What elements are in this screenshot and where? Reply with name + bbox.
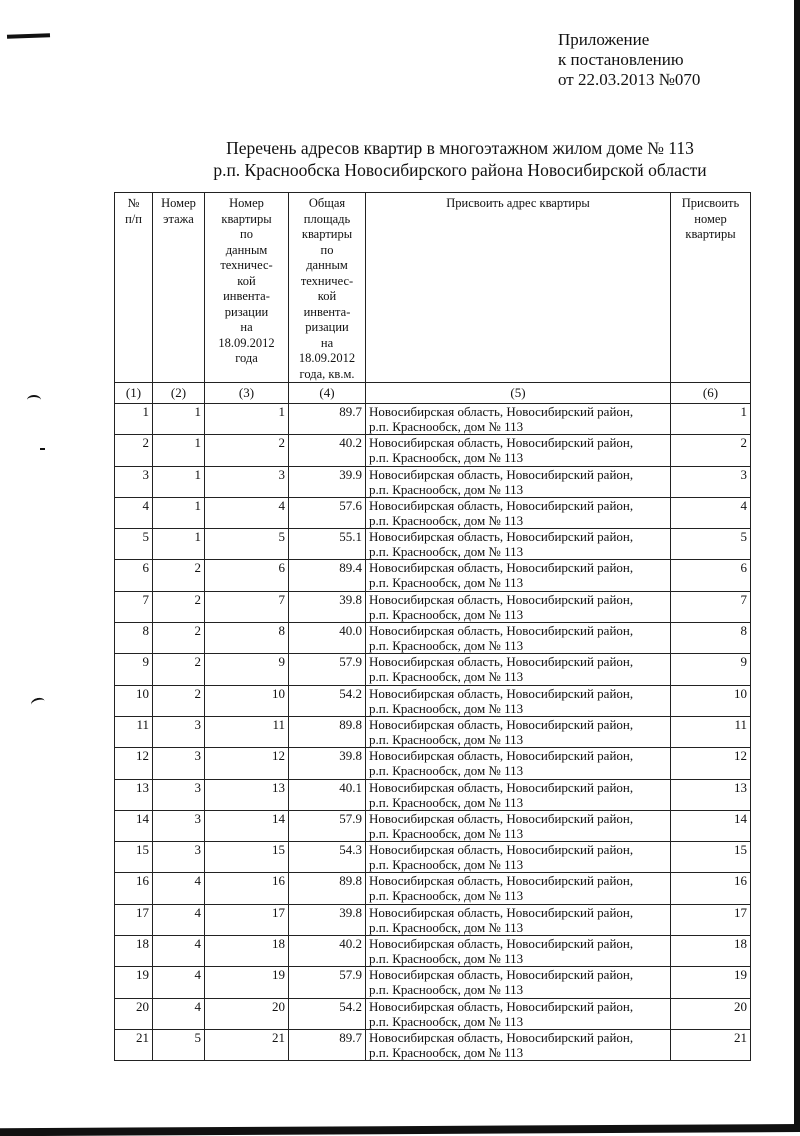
address-line: р.п. Краснообск, дом № 113: [369, 544, 524, 560]
header-line: этажа: [163, 211, 194, 226]
table-row: [115, 623, 751, 654]
floor-number: 2: [153, 654, 205, 685]
header-line: на: [240, 320, 253, 334]
address-line: р.п. Краснообск, дом № 113: [369, 888, 524, 904]
address-line: р.п. Краснообск, дом № 113: [369, 951, 524, 967]
assigned-address: [366, 685, 671, 716]
floor-number: 1: [153, 497, 205, 528]
assigned-apartment-number: 16: [671, 873, 751, 904]
floor-number: 3: [153, 716, 205, 747]
row-number: 20: [115, 998, 153, 1029]
column-index: (1): [115, 383, 153, 404]
table-row: [115, 1029, 751, 1060]
apartment-number: 19: [205, 967, 289, 998]
table-row: [115, 904, 751, 935]
assigned-apartment-number: 12: [671, 748, 751, 779]
header-line: кой: [317, 289, 337, 303]
document-title: [150, 137, 770, 181]
header-line: кой: [237, 273, 256, 288]
annex-line-3: от 22.03.2013 №070: [558, 70, 701, 89]
apartment-number: 10: [205, 685, 289, 716]
floor-number: 3: [153, 779, 205, 810]
header-line: Присвоить: [681, 196, 740, 210]
header-line: п/п: [125, 211, 142, 226]
total-area: 57.9: [289, 967, 366, 998]
assigned-address: [366, 967, 671, 998]
apartment-number: 17: [205, 904, 289, 935]
floor-number: 3: [153, 810, 205, 841]
assigned-address: [366, 748, 671, 779]
assigned-apartment-number: 4: [671, 497, 751, 528]
address-line: Новосибирская область, Новосибирский район,: [369, 591, 634, 607]
row-number: 12: [115, 748, 153, 779]
assigned-apartment-number: 17: [671, 904, 751, 935]
floor-number: 4: [153, 967, 205, 998]
address-line: Новосибирская область, Новосибирский район,: [369, 779, 634, 795]
address-line: р.п. Краснообск, дом № 113: [369, 982, 524, 998]
floor-number: 1: [153, 529, 205, 560]
assigned-apartment-number: 14: [671, 810, 751, 841]
address-line: р.п. Краснообск, дом № 113: [369, 825, 524, 841]
assigned-address: [366, 560, 671, 591]
scan-artifact-mark: [30, 696, 46, 709]
total-area: 40.2: [289, 435, 366, 466]
apartment-number: 21: [205, 1029, 289, 1060]
header-line: техничес-: [300, 273, 354, 288]
header-line: Присвоить адрес квартиры: [446, 196, 590, 210]
floor-number: 1: [153, 404, 205, 435]
floor-number: 4: [153, 998, 205, 1029]
row-number: 9: [115, 654, 153, 685]
total-area: 89.7: [289, 1029, 366, 1060]
assigned-apartment-number: 1: [671, 404, 751, 435]
header-line: ризации: [305, 320, 349, 334]
column-index: (5): [366, 383, 671, 404]
header-line: года, кв.м.: [299, 366, 355, 381]
assigned-apartment-number: 20: [671, 998, 751, 1029]
row-number: 1: [115, 404, 153, 435]
annex-line-1: Приложение: [558, 30, 650, 49]
apartment-number: 4: [205, 497, 289, 528]
address-line: р.п. Краснообск, дом № 113: [369, 419, 524, 434]
table-row: [115, 466, 751, 497]
header-line: 18.09.2012: [298, 351, 356, 365]
total-area: 54.2: [289, 998, 366, 1029]
address-line: Новосибирская область, Новосибирский район,: [369, 1029, 634, 1045]
total-area: 39.9: [289, 466, 366, 497]
header-assign-address: [366, 193, 671, 383]
apartment-number: 1: [205, 404, 289, 435]
total-area: 39.8: [289, 748, 366, 779]
address-line: Новосибирская область, Новосибирский район,: [369, 497, 634, 513]
header-line: Номер: [161, 196, 196, 210]
assigned-address: [366, 623, 671, 654]
total-area: 40.0: [289, 623, 366, 654]
assigned-apartment-number: 3: [671, 466, 751, 497]
header-line: №: [127, 196, 140, 210]
apartment-number: 3: [205, 466, 289, 497]
address-line: Новосибирская область, Новосибирский район,: [369, 842, 634, 858]
address-line: Новосибирская область, Новосибирский район,: [369, 967, 634, 983]
apartment-number: 18: [205, 936, 289, 967]
header-line: квартиры: [221, 211, 272, 226]
assigned-address: [366, 435, 671, 466]
title-line-2: р.п. Краснообска Новосибирского района Новосибирской области: [213, 160, 707, 180]
header-line: квартиры: [685, 227, 736, 241]
address-line: Новосибирская область, Новосибирский район,: [369, 936, 634, 952]
column-index: (4): [289, 383, 366, 404]
table-row: [115, 591, 751, 622]
assigned-address: [366, 404, 671, 435]
address-line: Новосибирская область, Новосибирский район,: [369, 529, 634, 545]
header-line: площадь: [303, 211, 351, 226]
address-line: Новосибирская область, Новосибирский район,: [369, 466, 634, 482]
assigned-apartment-number: 15: [671, 842, 751, 873]
table-row: [115, 748, 751, 779]
address-line: р.п. Краснообск, дом № 113: [369, 794, 524, 810]
apartment-number: 13: [205, 779, 289, 810]
address-line: Новосибирская область, Новосибирский район,: [369, 685, 634, 701]
floor-number: 2: [153, 623, 205, 654]
assigned-address: [366, 779, 671, 810]
floor-number: 3: [153, 748, 205, 779]
total-area: 89.7: [289, 404, 366, 435]
scan-artifact-line: [7, 33, 50, 38]
table-row: [115, 967, 751, 998]
floor-number: 1: [153, 435, 205, 466]
assigned-address: [366, 716, 671, 747]
address-line: р.п. Краснообск, дом № 113: [369, 575, 524, 591]
header-line: данным: [225, 242, 268, 257]
row-number: 7: [115, 591, 153, 622]
apartment-number: 9: [205, 654, 289, 685]
scan-artifact-mark: [27, 395, 41, 405]
row-number: 2: [115, 435, 153, 466]
column-index: (2): [153, 383, 205, 404]
row-number: 3: [115, 466, 153, 497]
table-row: [115, 654, 751, 685]
apartment-number: 11: [205, 716, 289, 747]
column-index: (6): [671, 383, 751, 404]
address-line: р.п. Краснообск, дом № 113: [369, 763, 524, 779]
address-line: р.п. Краснообск, дом № 113: [369, 450, 524, 466]
assigned-address: [366, 529, 671, 560]
assigned-apartment-number: 19: [671, 967, 751, 998]
header-line: по: [240, 227, 253, 241]
apartment-number: 12: [205, 748, 289, 779]
address-line: р.п. Краснообск, дом № 113: [369, 1013, 524, 1029]
table-row: [115, 873, 751, 904]
apartment-number: 7: [205, 591, 289, 622]
address-line: Новосибирская область, Новосибирский район,: [369, 716, 634, 732]
annex-line-2: к постановлению: [558, 50, 684, 69]
total-area: 55.1: [289, 529, 366, 560]
total-area: 57.9: [289, 654, 366, 685]
total-area: 54.2: [289, 685, 366, 716]
header-line: данным: [306, 258, 348, 272]
address-line: р.п. Краснообск, дом № 113: [369, 606, 524, 622]
table-row: [115, 404, 751, 435]
address-line: р.п. Краснообск, дом № 113: [369, 731, 524, 747]
address-line: р.п. Краснообск, дом № 113: [369, 857, 524, 873]
assigned-address: [366, 654, 671, 685]
apartment-address-table: [114, 192, 751, 1061]
header-line: квартиры: [301, 227, 353, 241]
address-line: р.п. Краснообск, дом № 113: [369, 919, 524, 935]
header-line: номер: [694, 211, 727, 226]
assigned-apartment-number: 10: [671, 685, 751, 716]
apartment-number: 16: [205, 873, 289, 904]
table-row: [115, 435, 751, 466]
address-line: Новосибирская область, Новосибирский район,: [369, 435, 634, 451]
table-row: [115, 497, 751, 528]
annex-note: [558, 30, 700, 90]
row-number: 10: [115, 685, 153, 716]
table-row: [115, 716, 751, 747]
address-line: Новосибирская область, Новосибирский район,: [369, 560, 634, 576]
header-floor-number: [153, 193, 205, 383]
header-apartment-number-inventory: [205, 193, 289, 383]
address-line: р.п. Краснообск, дом № 113: [369, 1044, 524, 1060]
total-area: 57.9: [289, 810, 366, 841]
title-line-1: Перечень адресов квартир в многоэтажном жилом доме № 113: [226, 138, 694, 158]
apartment-number: 20: [205, 998, 289, 1029]
assigned-apartment-number: 7: [671, 591, 751, 622]
header-line: 18.09.2012: [218, 335, 275, 350]
row-number: 17: [115, 904, 153, 935]
assigned-address: [366, 591, 671, 622]
row-number: 11: [115, 716, 153, 747]
address-line: р.п. Краснообск, дом № 113: [369, 638, 524, 654]
apartment-number: 15: [205, 842, 289, 873]
header-line: ризации: [224, 304, 269, 319]
address-line: р.п. Краснообск, дом № 113: [369, 481, 524, 497]
assigned-address: [366, 904, 671, 935]
row-number: 6: [115, 560, 153, 591]
address-line: р.п. Краснообск, дом № 113: [369, 512, 524, 528]
assigned-apartment-number: 18: [671, 936, 751, 967]
address-line: Новосибирская область, Новосибирский район,: [369, 873, 634, 889]
header-line: года: [235, 351, 258, 365]
assigned-apartment-number: 11: [671, 716, 751, 747]
assigned-apartment-number: 6: [671, 560, 751, 591]
floor-number: 4: [153, 936, 205, 967]
address-line: Новосибирская область, Новосибирский район,: [369, 404, 634, 419]
row-number: 19: [115, 967, 153, 998]
floor-number: 1: [153, 466, 205, 497]
assigned-address: [366, 936, 671, 967]
header-total-area: [289, 193, 366, 383]
row-number: 5: [115, 529, 153, 560]
assigned-apartment-number: 13: [671, 779, 751, 810]
total-area: 39.8: [289, 591, 366, 622]
assigned-address: [366, 873, 671, 904]
apartment-number: 6: [205, 560, 289, 591]
floor-number: 4: [153, 904, 205, 935]
apartment-number: 8: [205, 623, 289, 654]
address-line: Новосибирская область, Новосибирский район,: [369, 810, 634, 826]
row-number: 18: [115, 936, 153, 967]
total-area: 54.3: [289, 842, 366, 873]
assigned-apartment-number: 21: [671, 1029, 751, 1060]
row-number: 8: [115, 623, 153, 654]
apartment-number: 14: [205, 810, 289, 841]
address-line: Новосибирская область, Новосибирский район,: [369, 654, 634, 670]
address-line: Новосибирская область, Новосибирский район,: [369, 748, 634, 764]
header-assign-number: [671, 193, 751, 383]
header-line: на: [320, 335, 334, 350]
total-area: 40.2: [289, 936, 366, 967]
row-number: 13: [115, 779, 153, 810]
address-line: р.п. Краснообск, дом № 113: [369, 700, 524, 716]
row-number: 4: [115, 497, 153, 528]
table-row: [115, 842, 751, 873]
scan-edge-right: [794, 0, 800, 1132]
address-line: Новосибирская область, Новосибирский район,: [369, 904, 634, 920]
header-line: Общая: [308, 196, 346, 210]
floor-number: 2: [153, 685, 205, 716]
table-row: [115, 529, 751, 560]
table-header-row: [115, 193, 751, 383]
apartment-number: 5: [205, 529, 289, 560]
table-row: [115, 560, 751, 591]
total-area: 89.8: [289, 873, 366, 904]
table-row: [115, 936, 751, 967]
header-line: техничес-: [220, 258, 273, 272]
table-row: [115, 810, 751, 841]
header-line: по: [320, 242, 334, 257]
assigned-address: [366, 842, 671, 873]
row-number: 16: [115, 873, 153, 904]
scan-artifact-dot: [40, 448, 45, 450]
total-area: 57.6: [289, 497, 366, 528]
assigned-address: [366, 466, 671, 497]
header-line: Номер: [229, 196, 264, 210]
address-line: Новосибирская область, Новосибирский район,: [369, 998, 634, 1014]
floor-number: 2: [153, 591, 205, 622]
row-number: 21: [115, 1029, 153, 1060]
address-line: Новосибирская область, Новосибирский район,: [369, 623, 634, 639]
assigned-address: [366, 810, 671, 841]
floor-number: 4: [153, 873, 205, 904]
assigned-apartment-number: 5: [671, 529, 751, 560]
row-number: 14: [115, 810, 153, 841]
total-area: 89.8: [289, 716, 366, 747]
header-row-number: [115, 193, 153, 383]
total-area: 40.1: [289, 779, 366, 810]
assigned-address: [366, 1029, 671, 1060]
assigned-address: [366, 998, 671, 1029]
address-line: р.п. Краснообск, дом № 113: [369, 669, 524, 685]
total-area: 89.4: [289, 560, 366, 591]
row-number: 15: [115, 842, 153, 873]
assigned-apartment-number: 8: [671, 623, 751, 654]
header-line: инвента-: [303, 304, 351, 319]
total-area: 39.8: [289, 904, 366, 935]
table-row: [115, 998, 751, 1029]
floor-number: 3: [153, 842, 205, 873]
assigned-apartment-number: 2: [671, 435, 751, 466]
assigned-apartment-number: 9: [671, 654, 751, 685]
floor-number: 5: [153, 1029, 205, 1060]
column-index: (3): [205, 383, 289, 404]
table-body: [115, 404, 751, 1061]
column-index-row: [115, 383, 751, 404]
assigned-address: [366, 497, 671, 528]
table-row: [115, 779, 751, 810]
table-row: [115, 685, 751, 716]
floor-number: 2: [153, 560, 205, 591]
scan-edge-bottom: [0, 1124, 800, 1136]
apartment-number: 2: [205, 435, 289, 466]
header-line: инвента-: [223, 289, 270, 303]
